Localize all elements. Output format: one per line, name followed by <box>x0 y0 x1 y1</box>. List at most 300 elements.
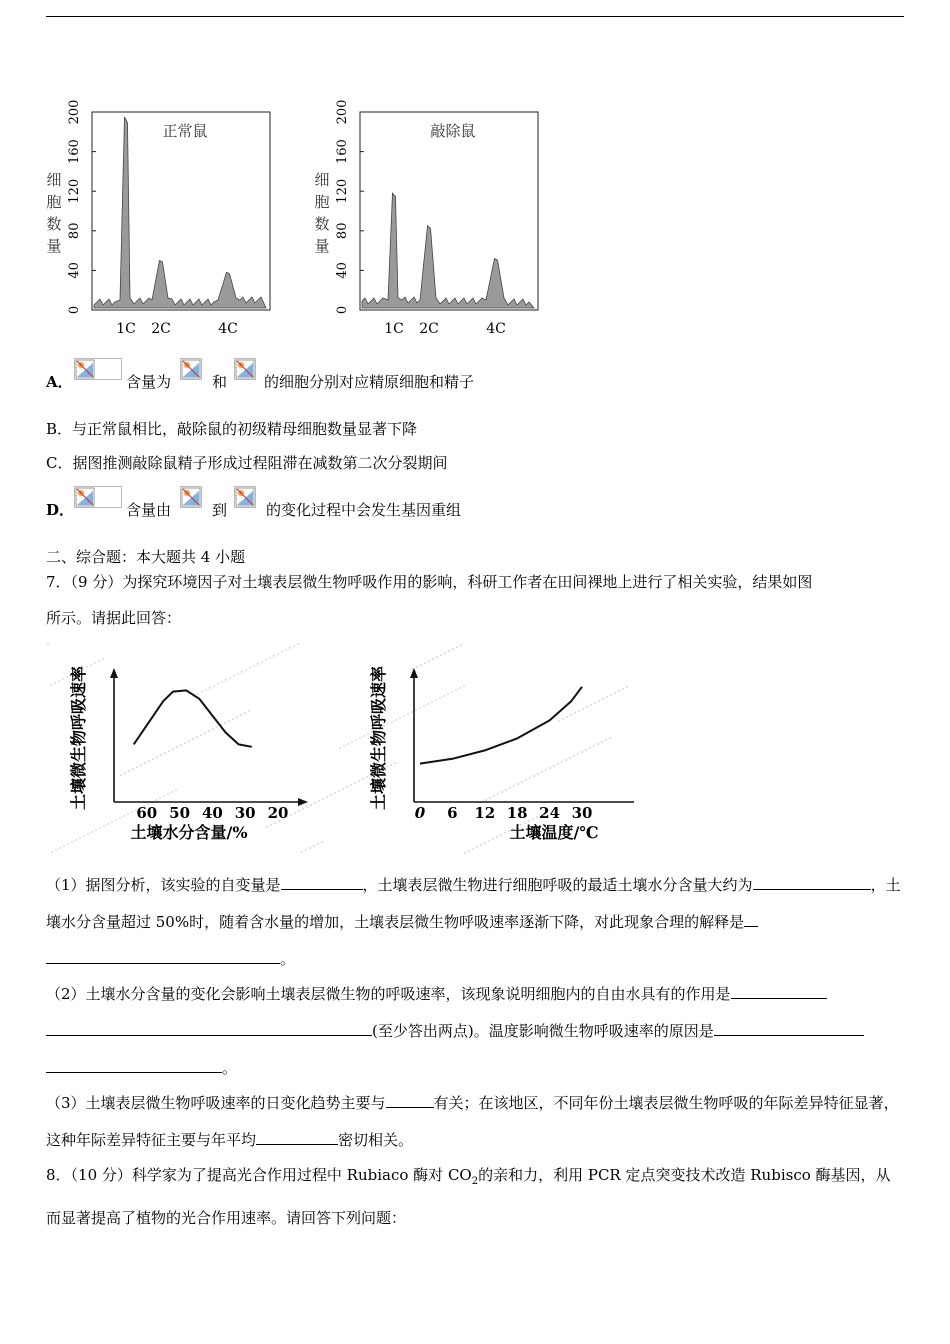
scan-noise-dot <box>120 774 121 775</box>
scan-noise-dot <box>99 827 100 828</box>
scan-noise-dot <box>537 773 538 774</box>
scan-noise-dot <box>411 711 412 712</box>
x-axis-label: 土壤水分含量/% <box>130 823 248 842</box>
scan-noise-dot <box>75 839 76 840</box>
x-tick-label: 40 <box>201 804 223 822</box>
scan-noise-dot <box>59 847 60 848</box>
scan-noise-dot <box>213 685 214 686</box>
answer-blank[interactable] <box>731 980 827 999</box>
scan-noise-dot <box>585 749 586 750</box>
scan-noise-dot <box>212 728 213 729</box>
scan-noise-dot <box>159 797 160 798</box>
scan-noise-dot <box>273 655 274 656</box>
scan-noise-dot <box>626 686 627 687</box>
scan-noise-dot <box>172 748 173 749</box>
y-tick-label: 0 <box>67 305 82 315</box>
option-c: C．据图推测敲除鼠精子形成过程阻滞在减数第二次分裂期间 <box>46 454 448 472</box>
answer-blank[interactable] <box>827 871 871 890</box>
answer-blank[interactable] <box>386 1089 434 1108</box>
scan-noise-dot <box>533 775 534 776</box>
y-tick-label: 40 <box>335 262 350 279</box>
scan-noise-dot <box>497 793 498 794</box>
option-a-text-3: 的细胞分别对应精原细胞和精子 <box>264 373 475 391</box>
scan-noise-dot <box>233 675 234 676</box>
y-tick-label: 80 <box>335 222 350 240</box>
scan-noise-dot <box>87 833 88 834</box>
answer-blank[interactable] <box>753 871 827 890</box>
image-placeholder-icon <box>234 358 256 380</box>
histogram-area <box>94 117 266 308</box>
scan-noise-dot <box>245 669 246 670</box>
scan-noise-dot <box>448 650 449 651</box>
scan-noise-dot <box>428 660 429 661</box>
scan-noise-dot <box>403 715 404 716</box>
scan-noise-dot <box>124 772 125 773</box>
scan-noise-dot <box>298 810 299 811</box>
scan-noise-dot <box>509 787 510 788</box>
scan-noise-dot <box>305 849 306 850</box>
scan-noise-dot <box>436 656 437 657</box>
scan-noise-dot <box>160 754 161 755</box>
scan-noise-dot <box>261 661 262 662</box>
scan-noise-dot <box>62 678 63 679</box>
scan-noise-dot <box>94 662 95 663</box>
scan-noise-dot <box>570 714 571 715</box>
scan-noise-dot <box>156 756 157 757</box>
scan-noise-dot <box>536 816 537 817</box>
x-tick-label: 0 <box>414 804 426 822</box>
scan-noise-dot <box>95 829 96 830</box>
x-tick-label: 2C <box>151 321 171 337</box>
q7-part3: （3）土壤表层微生物呼吸速率的日变化趋势主要与 有关；在该地区，不同年份土壤表层微生物呼吸的年际差异特征显著，这种年际差异特征主要与年平均 密切相关。 <box>46 1085 904 1159</box>
x-tick-label: 30 <box>571 804 593 822</box>
scan-noise-dot <box>321 841 322 842</box>
scan-noise-dot <box>313 845 314 846</box>
scan-noise-dot <box>557 763 558 764</box>
scan-noise-dot <box>423 705 424 706</box>
scan-noise-dot <box>253 665 254 666</box>
scan-noise-dot <box>606 696 607 697</box>
scan-noise-dot <box>505 789 506 790</box>
scan-noise-dot <box>66 676 67 677</box>
scan-noise-dot <box>532 818 533 819</box>
y-axis-arrow <box>110 668 118 678</box>
scan-noise-dot <box>358 780 359 781</box>
scan-noise-dot <box>123 815 124 816</box>
scan-noise-dot <box>577 753 578 754</box>
scan-noise-dot <box>496 836 497 837</box>
scan-noise-dot <box>452 648 453 649</box>
scan-noise-dot <box>71 841 72 842</box>
scan-noise-dot <box>221 681 222 682</box>
scan-noise-dot <box>362 778 363 779</box>
scan-noise-dot <box>420 664 421 665</box>
answer-blank[interactable] <box>281 871 363 890</box>
scan-noise-dot <box>529 777 530 778</box>
scan-noise-dot <box>232 718 233 719</box>
scan-noise-dot <box>594 702 595 703</box>
histogram-panel <box>314 100 538 337</box>
scan-noise-dot <box>47 643 48 644</box>
answer-blank[interactable] <box>46 1054 222 1073</box>
x-tick-label: 20 <box>267 804 289 822</box>
y-tick-label: 0 <box>335 305 350 315</box>
q7-stem-text: 为探究环境因子对土壤表层微生物呼吸作用的影响，科研工作者在田间裸地上进行了相关实验，结果如图 <box>122 573 813 591</box>
scan-noise-dot <box>558 720 559 721</box>
scan-noise-dot <box>102 658 103 659</box>
histogram-area <box>362 193 534 308</box>
x-tick-label: 1C <box>116 321 136 337</box>
y-tick-label: 120 <box>67 178 82 204</box>
scan-noise-dot <box>229 677 230 678</box>
scan-noise-dot <box>609 737 610 738</box>
scan-noise-dot <box>468 850 469 851</box>
scan-noise-dot <box>566 716 567 717</box>
scan-noise-dot <box>51 851 52 852</box>
scan-noise-dot <box>79 837 80 838</box>
scan-noise-dot <box>431 701 432 702</box>
scan-noise-dot <box>472 848 473 849</box>
scan-noise-dot <box>217 683 218 684</box>
scan-noise-dot <box>290 814 291 815</box>
scan-noise-dot <box>338 790 339 791</box>
y-tick-label: 80 <box>67 222 82 240</box>
scan-noise-dot <box>209 687 210 688</box>
scan-noise-dot <box>614 692 615 693</box>
image-placeholder-icon <box>180 358 202 380</box>
scan-noise-dot <box>618 690 619 691</box>
scan-noise-dot <box>346 786 347 787</box>
scan-noise-dot <box>248 710 249 711</box>
scan-noise-dot <box>240 714 241 715</box>
scan-noise-dot <box>363 735 364 736</box>
y-axis-label: 数 <box>46 215 62 233</box>
y-tick-label: 200 <box>67 99 82 125</box>
scan-noise-dot <box>205 689 206 690</box>
option-d-text-1: 含量由 <box>126 501 172 519</box>
scan-noise-dot <box>111 821 112 822</box>
scan-noise-dot <box>152 758 153 759</box>
scan-noise-dot <box>399 717 400 718</box>
scan-noise-dot <box>415 709 416 710</box>
scan-noise-dot <box>192 738 193 739</box>
scan-noise-dot <box>351 741 352 742</box>
histogram-panel <box>46 100 270 337</box>
image-placeholder-icon <box>74 486 122 508</box>
scan-noise-dot <box>164 752 165 753</box>
scan-noise-dot <box>541 771 542 772</box>
scan-noise-dot <box>451 691 452 692</box>
x-axis-label: 土壤温度/℃ <box>509 823 599 842</box>
x-tick-label: 18 <box>506 804 528 822</box>
scan-noise-dot <box>549 767 550 768</box>
scan-noise-dot <box>504 832 505 833</box>
plot-frame <box>360 112 538 310</box>
scan-noise-dot <box>569 757 570 758</box>
scan-noise-dot <box>593 745 594 746</box>
scan-noise-dot <box>285 649 286 650</box>
image-placeholder-icon <box>234 486 256 508</box>
scan-noise-dot <box>492 838 493 839</box>
q7-stem-line2: 所示。请据此回答： <box>46 609 182 627</box>
scan-noise-dot <box>589 747 590 748</box>
scan-noise-dot <box>565 759 566 760</box>
scan-noise-dot <box>521 781 522 782</box>
scan-noise-dot <box>58 680 59 681</box>
chart-title: 正常鼠 <box>162 122 208 140</box>
answer-blank[interactable] <box>714 1017 864 1036</box>
scan-noise-dot <box>168 750 169 751</box>
scan-noise-dot <box>309 847 310 848</box>
scan-noise-dot <box>90 664 91 665</box>
q7-part2: （2）土壤水分含量的变化会影响土壤表层微生物的呼吸速率，该现象说明细胞内的自由水具有的作用是(至少答出两点)。温度影响微生物呼吸速率的原因是。 <box>46 976 904 1087</box>
soil-respiration-figure <box>44 640 634 860</box>
scan-noise-dot <box>501 791 502 792</box>
y-axis-label: 土壤微生物呼吸速率 <box>69 665 88 811</box>
scan-noise-dot <box>342 788 343 789</box>
q7-stem-line1 <box>46 572 812 592</box>
y-axis-label: 胞 <box>46 193 62 211</box>
scan-noise-dot <box>440 654 441 655</box>
scan-noise-dot <box>605 739 606 740</box>
q8-number: 8．（10 分） <box>46 1166 132 1184</box>
scan-noise-dot <box>144 762 145 763</box>
answer-blank[interactable] <box>256 1126 338 1145</box>
scan-noise-dot <box>343 745 344 746</box>
scan-noise-dot <box>54 682 55 683</box>
scan-noise-dot <box>294 812 295 813</box>
data-curve <box>134 690 252 746</box>
scan-noise-dot <box>306 806 307 807</box>
scan-noise-dot <box>115 819 116 820</box>
scan-noise-dot <box>314 802 315 803</box>
scan-noise-dot <box>225 679 226 680</box>
scan-noise-dot <box>435 699 436 700</box>
q7-part1: （1）据图分析，该实验的自变量是 ，土壤表层微生物进行细胞呼吸的最适土壤水分含量大约为 ，土壤水分含量超过 50%时，随着含水量的增加，土壤表层微生物呼吸速率逐渐下降，对此现象合理的解释是。 <box>46 867 904 978</box>
scan-noise-dot <box>128 770 129 771</box>
scan-noise-dot <box>188 740 189 741</box>
scan-noise-dot <box>184 742 185 743</box>
scan-noise-dot <box>107 823 108 824</box>
scan-noise-dot <box>598 700 599 701</box>
scan-noise-dot <box>513 785 514 786</box>
scan-noise-dot <box>456 646 457 647</box>
scan-noise-dot <box>463 685 464 686</box>
scan-noise-dot <box>443 695 444 696</box>
x-tick-label: 4C <box>218 321 238 337</box>
scan-noise-dot <box>622 688 623 689</box>
scan-noise-dot <box>528 820 529 821</box>
x-tick-label: 1C <box>384 321 404 337</box>
scan-noise-dot <box>244 712 245 713</box>
q8-stem: 8．（10 分）科学家为了提高光合作用过程中 Rubiaco 酶对 $CO_2$的亲和力，利用 PCR 定点突变技术改造 Rubisco 酶基因，从而显著提高了植物的光合作用速率。请回答下列问题： <box>46 1166 891 1227</box>
option-a-text-2: 和 <box>212 373 228 391</box>
y-axis-label: 胞 <box>314 193 330 211</box>
option-d-text-3: 的变化过程中会发生基因重组 <box>266 501 462 519</box>
scan-noise-dot <box>485 799 486 800</box>
y-tick-label: 160 <box>335 139 350 165</box>
scan-noise-dot <box>281 651 282 652</box>
scan-noise-dot <box>224 722 225 723</box>
scan-noise-dot <box>573 755 574 756</box>
scan-noise-dot <box>317 843 318 844</box>
scan-noise-dot <box>390 764 391 765</box>
scan-noise-dot <box>98 660 99 661</box>
scan-noise-dot <box>424 662 425 663</box>
y-axis-label: 量 <box>46 237 62 255</box>
chart-title: 敲除鼠 <box>430 122 476 140</box>
scan-noise-dot <box>269 657 270 658</box>
scan-noise-dot <box>480 844 481 845</box>
scan-noise-dot <box>602 698 603 699</box>
scan-noise-dot <box>91 831 92 832</box>
scan-noise-dot <box>127 813 128 814</box>
scan-noise-dot <box>339 747 340 748</box>
option-d-text-2: 到 <box>212 501 228 519</box>
plot-frame <box>92 112 270 310</box>
section-title: 二、综合题：本大题共 4 小题 <box>46 548 246 566</box>
scan-noise-dot <box>545 769 546 770</box>
scan-noise-dot <box>301 851 302 852</box>
scan-noise-dot <box>132 768 133 769</box>
scan-noise-dot <box>266 826 267 827</box>
scan-noise-dot <box>525 779 526 780</box>
scan-noise-dot <box>175 789 176 790</box>
scan-noise-dot <box>582 708 583 709</box>
scan-noise-dot <box>419 707 420 708</box>
scan-noise-dot <box>459 687 460 688</box>
scan-noise-dot <box>407 713 408 714</box>
option-a-letter: A． <box>46 373 73 391</box>
scan-noise-dot <box>228 720 229 721</box>
scan-noise-dot <box>610 694 611 695</box>
scan-noise-dot <box>155 799 156 800</box>
y-axis-label: 数 <box>314 215 330 233</box>
x-tick-label: 6 <box>447 804 458 822</box>
scan-noise-dot <box>322 798 323 799</box>
scan-noise-dot <box>297 643 298 644</box>
scan-noise-dot <box>597 743 598 744</box>
x-tick-label: 60 <box>136 804 158 822</box>
scan-noise-dot <box>83 835 84 836</box>
soil-chart-panel <box>69 666 308 842</box>
scan-noise-dot <box>493 795 494 796</box>
scan-noise-dot <box>500 834 501 835</box>
scan-noise-dot <box>444 652 445 653</box>
image-placeholder-icon <box>180 486 202 508</box>
scan-noise-dot <box>204 732 205 733</box>
answer-blank[interactable] <box>46 945 280 964</box>
scan-noise-dot <box>167 793 168 794</box>
scan-noise-dot <box>464 852 465 853</box>
option-b: B．与正常鼠相比，敲除鼠的初级精母细胞数量显著下降 <box>46 420 418 438</box>
y-tick-label: 160 <box>67 139 82 165</box>
y-tick-label: 40 <box>67 262 82 279</box>
scan-noise-dot <box>55 849 56 850</box>
scan-noise-dot <box>439 697 440 698</box>
scan-noise-dot <box>180 744 181 745</box>
image-placeholder-icon <box>74 358 122 380</box>
scan-noise-dot <box>289 647 290 648</box>
scan-noise-dot <box>350 784 351 785</box>
answer-blank[interactable] <box>744 908 758 927</box>
x-tick-label: 4C <box>486 321 506 337</box>
scan-noise-dot <box>581 751 582 752</box>
scan-noise-dot <box>432 658 433 659</box>
answer-blank[interactable] <box>46 1017 372 1036</box>
scan-noise-dot <box>553 765 554 766</box>
scan-noise-dot <box>586 706 587 707</box>
x-tick-label: 30 <box>234 804 256 822</box>
scan-noise-dot <box>318 800 319 801</box>
scan-noise-dot <box>476 846 477 847</box>
scan-noise-dot <box>200 734 201 735</box>
scan-noise-dot <box>63 845 64 846</box>
scan-noise-dot <box>455 689 456 690</box>
scan-noise-dot <box>394 762 395 763</box>
scan-noise-dot <box>270 824 271 825</box>
scan-noise-dot <box>67 843 68 844</box>
y-tick-label: 200 <box>335 99 350 125</box>
scan-noise-dot <box>277 653 278 654</box>
scan-noise-dot <box>326 796 327 797</box>
scan-noise-dot <box>131 811 132 812</box>
scan-noise-dot <box>416 666 417 667</box>
scan-noise-dot <box>366 776 367 777</box>
scan-noise-dot <box>590 704 591 705</box>
scan-noise-dot <box>265 659 266 660</box>
scan-noise-dot <box>562 718 563 719</box>
data-curve <box>420 687 582 764</box>
scan-noise-dot <box>237 673 238 674</box>
scan-noise-dot <box>574 712 575 713</box>
option-a-text-1: 含量为 <box>126 373 172 391</box>
scan-noise-dot <box>310 804 311 805</box>
scan-noise-dot <box>427 703 428 704</box>
scan-noise-dot <box>330 794 331 795</box>
scan-noise-dot <box>148 760 149 761</box>
header-rule <box>46 16 904 17</box>
scan-noise-dot <box>140 764 141 765</box>
scan-noise-dot <box>355 739 356 740</box>
y-axis-arrow <box>410 668 418 678</box>
y-axis-label: 细 <box>314 171 330 189</box>
x-tick-label: 2C <box>419 321 439 337</box>
scan-noise-dot <box>391 721 392 722</box>
scan-noise-dot <box>395 719 396 720</box>
scan-noise-dot <box>334 792 335 793</box>
scan-noise-dot <box>460 644 461 645</box>
scan-noise-dot <box>119 817 120 818</box>
scan-noise-dot <box>176 746 177 747</box>
x-axis-arrow <box>298 798 308 806</box>
y-axis-label: 土壤微生物呼吸速率 <box>369 665 388 811</box>
scan-noise-dot <box>354 782 355 783</box>
scan-noise-dot <box>293 645 294 646</box>
y-axis-label: 细 <box>46 171 62 189</box>
scan-noise-dot <box>488 840 489 841</box>
soil-chart-panel <box>369 666 634 842</box>
scan-noise-dot <box>171 791 172 792</box>
scan-noise-dot <box>257 663 258 664</box>
scan-noise-dot <box>347 743 348 744</box>
q7-number: 7．（9 分） <box>46 573 123 591</box>
scan-noise-dot <box>359 737 360 738</box>
cell-histogram-figure <box>40 90 580 350</box>
scan-noise-dot <box>241 671 242 672</box>
y-axis-label: 量 <box>314 237 330 255</box>
scan-noise-dot <box>216 726 217 727</box>
